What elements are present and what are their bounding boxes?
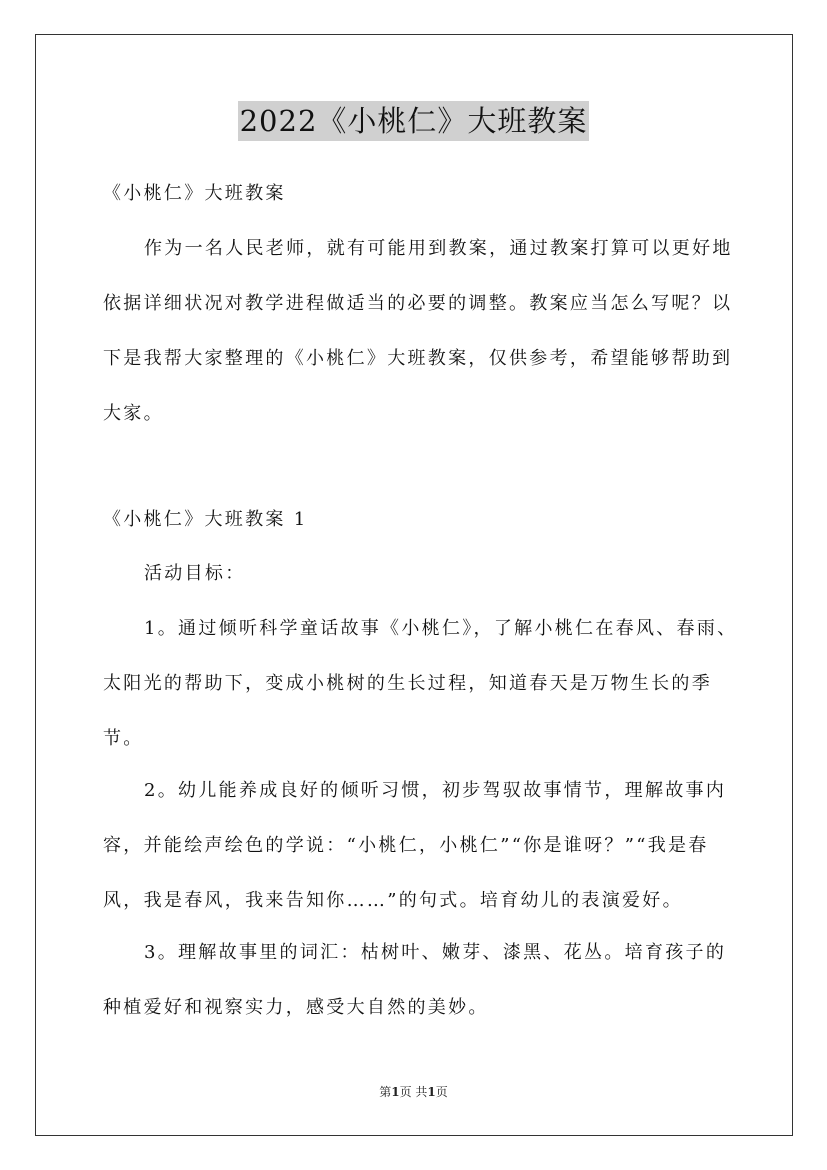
footer-page-mid: 页 共	[399, 1085, 428, 1099]
goal-item-1: 1。通过倾听科学童话故事《小桃仁》，了解小桃仁在春风、春雨、太阳光的帮助下，变成小桃树的生长过程，知道春天是万物生长的季节。	[103, 618, 738, 749]
document-title: 2022《小桃仁》大班教案	[238, 101, 590, 141]
goal-item-2: 2。幼儿能养成良好的倾听习惯，初步驾驭故事情节，理解故事内容，并能绘声绘色的学说：“小桃仁，小桃仁”“你是谁呀？”“我是春风，我是春风，我来告知你……”的句式。培育幼儿的表演爱好。	[103, 780, 727, 911]
goal-label: 活动目标：	[144, 563, 246, 584]
footer-page-total: 1	[427, 1085, 436, 1099]
footer-page-prefix: 第	[379, 1085, 392, 1099]
footer-page-suffix: 页	[435, 1085, 448, 1099]
intro-paragraph: 作为一名人民老师，就有可能用到教案，通过教案打算可以更好地依据详细状况对教学进程做适当的必要的调整。教案应当怎么写呢？以下是我帮大家整理的《小桃仁》大班教案，仅供参考，希望能够帮助到大家。	[103, 238, 733, 424]
document-title-container	[0, 101, 827, 141]
page-footer	[0, 1083, 827, 1100]
goal-item-3: 3。理解故事里的词汇：枯树叶、嫩芽、漆黑、花丛。培育孩子的种植爱好和视察实力，感受大自然的美妙。	[103, 942, 727, 1018]
section-heading: 《小桃仁》大班教案 1	[103, 509, 308, 530]
footer-page-number: 1	[391, 1085, 400, 1099]
document-subtitle: 《小桃仁》大班教案	[103, 183, 286, 204]
